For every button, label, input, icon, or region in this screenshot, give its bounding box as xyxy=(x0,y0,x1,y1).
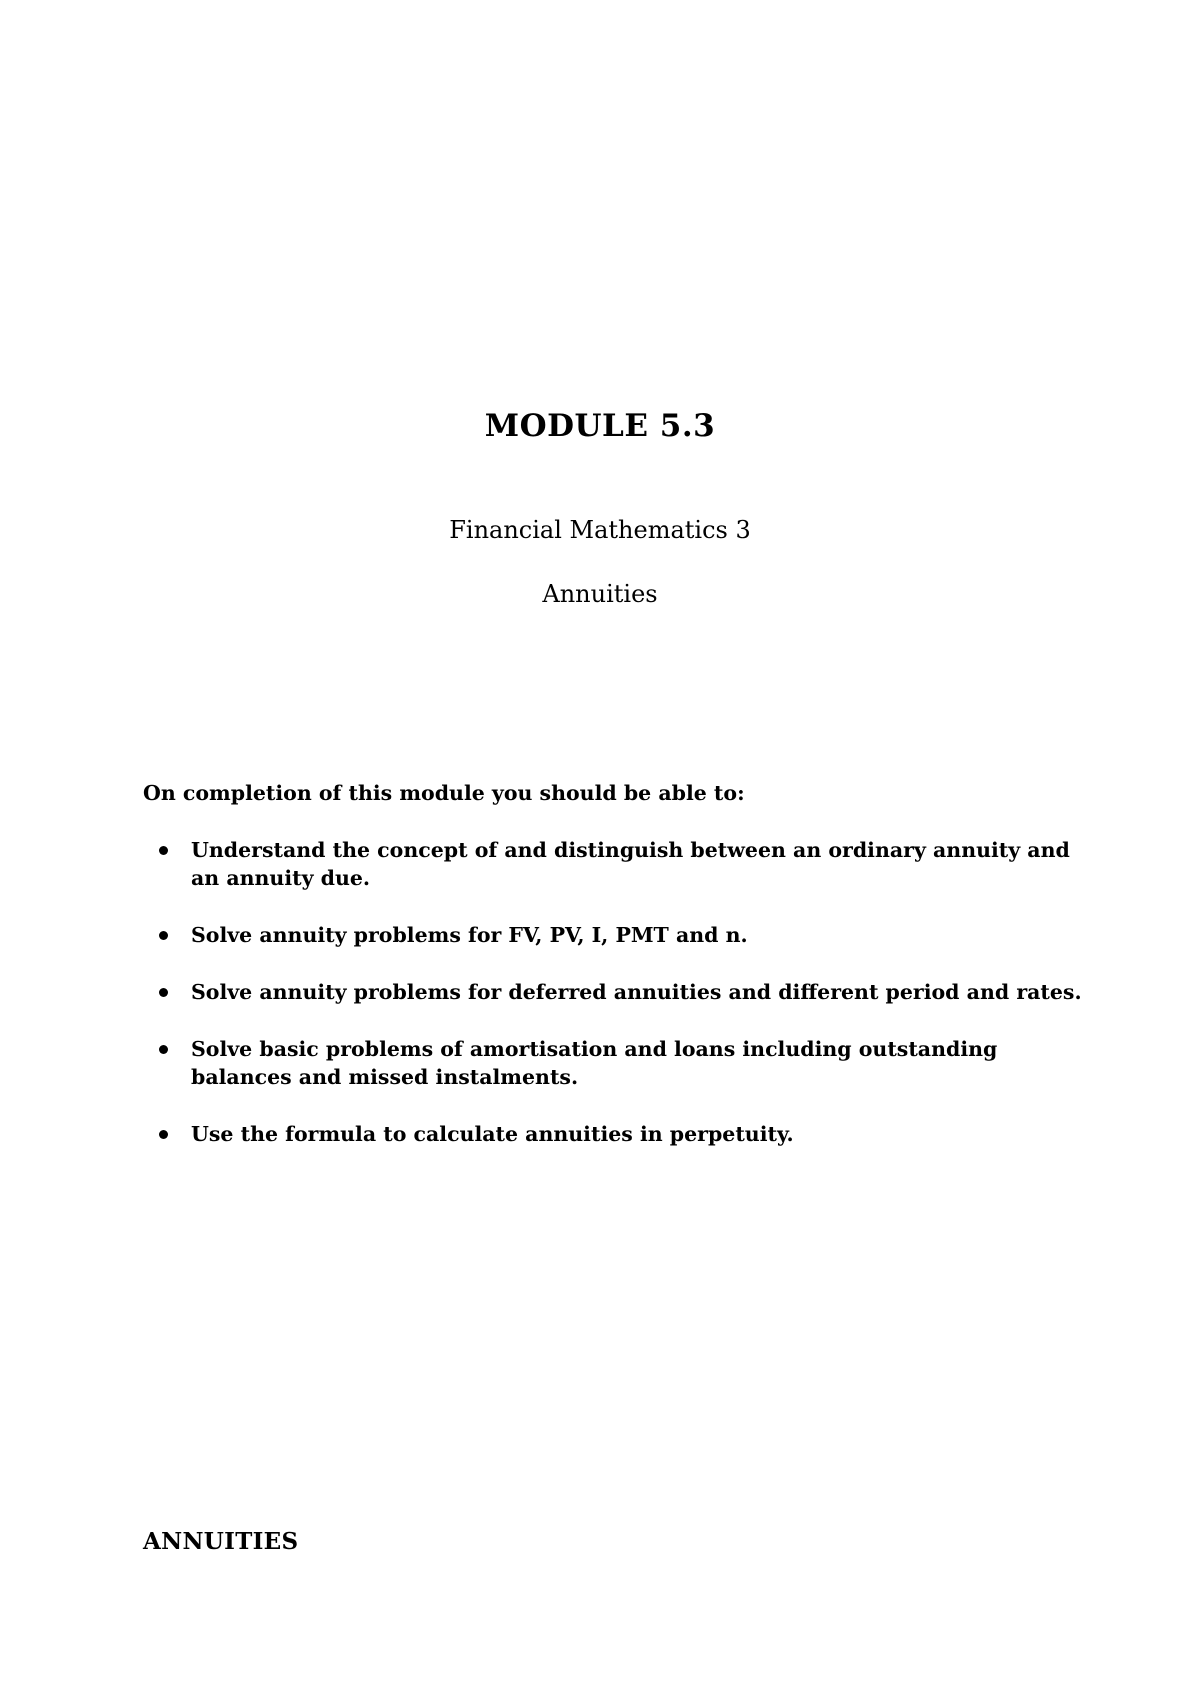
objective-text: Solve annuity problems for deferred annuities and different period and rates. xyxy=(191,980,1082,1004)
objective-item xyxy=(143,1120,1103,1148)
section-heading: ANNUITIES xyxy=(143,1528,299,1555)
bullet-icon xyxy=(159,1130,168,1139)
objective-item xyxy=(143,1035,1103,1091)
bullet-icon xyxy=(159,988,168,997)
objective-text: Understand the concept of and distinguish between an ordinary annuity and an annuity due. xyxy=(191,838,1070,890)
objective-text: Solve annuity problems for FV, PV, I, PMT and n. xyxy=(191,923,748,947)
bullet-icon xyxy=(159,931,168,940)
objective-text: Use the formula to calculate annuities in perpetuity. xyxy=(191,1122,794,1146)
objective-text: Solve basic problems of amortisation and loans including outstanding balances and missed instalments. xyxy=(191,1037,998,1089)
objective-item xyxy=(143,921,1103,949)
topic-title: Annuities xyxy=(542,580,658,608)
module-title: MODULE 5.3 xyxy=(484,408,716,444)
objective-item xyxy=(143,978,1103,1006)
bullet-icon xyxy=(159,1045,168,1054)
objective-item xyxy=(143,836,1103,892)
bullet-icon xyxy=(159,846,168,855)
learning-objectives-list xyxy=(143,836,1103,1177)
learning-objectives-intro: On completion of this module you should be able to: xyxy=(143,781,745,805)
course-title: Financial Mathematics 3 xyxy=(449,516,751,544)
